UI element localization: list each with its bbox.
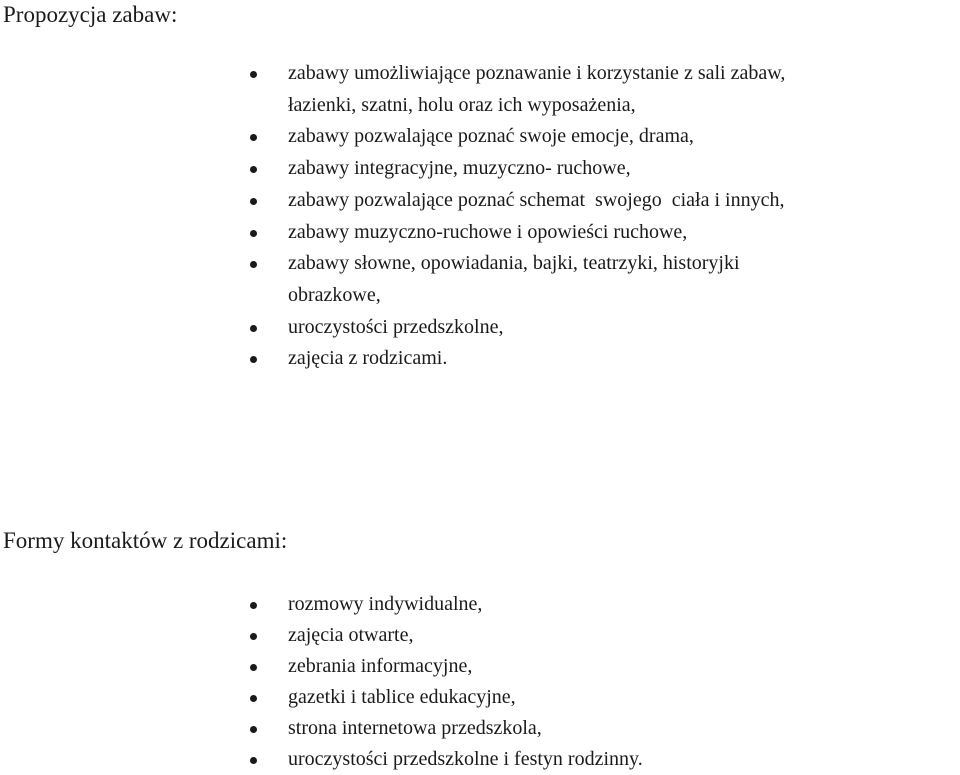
bullet-icon [250, 664, 257, 671]
list-item-text: zabawy muzyczno-ruchowe i opowieści ruchowe, [288, 220, 688, 243]
bullet-icon [250, 134, 257, 141]
list-item-text-continued: obrazkowe, [288, 283, 381, 306]
list-item [0, 343, 960, 375]
section-title-formy-kontaktow: Formy kontaktów z rodzicami: [3, 528, 288, 553]
list-item-text: uroczystości przedszkolne, [288, 315, 504, 338]
list-item-text: zebrania informacyjne, [288, 655, 473, 677]
bullet-icon [250, 356, 257, 363]
list-item [0, 744, 960, 775]
list-item-text: zabawy słowne, opowiadania, bajki, teatrzyki, historyjki [288, 252, 740, 275]
section-title-propozycja-zabaw: Propozycja zabaw: [3, 2, 178, 27]
list-item [0, 312, 960, 344]
list-item [0, 185, 960, 217]
list-item-text: uroczystości przedszkolne i festyn rodzinny. [288, 748, 643, 770]
bullet-icon [250, 726, 257, 733]
bullet-list-propozycja-zabaw [0, 58, 960, 375]
list-item-text-continued: łazienki, szatni, holu oraz ich wyposażenia, [288, 93, 636, 116]
bullet-icon [250, 166, 257, 173]
list-item-text: zabawy umożliwiające poznawanie i korzystanie z sali zabaw, [288, 62, 786, 84]
list-item [0, 682, 960, 713]
list-item [0, 217, 960, 249]
list-item-text: zabawy pozwalające poznać schemat swojego ciała i innych, [288, 188, 785, 211]
list-item [0, 153, 960, 185]
bullet-icon [250, 198, 257, 205]
list-item [0, 248, 960, 311]
bullet-icon [250, 757, 257, 764]
bullet-icon [250, 633, 257, 640]
bullet-icon [250, 695, 257, 702]
bullet-icon [250, 602, 257, 609]
list-item [0, 58, 960, 121]
list-item-text: strona internetowa przedszkola, [288, 717, 542, 739]
list-item [0, 589, 960, 620]
list-item [0, 121, 960, 153]
bullet-icon [250, 71, 257, 78]
bullet-icon [250, 261, 257, 268]
bullet-list-formy-kontaktow [0, 589, 960, 775]
list-item-text: zajęcia z rodzicami. [288, 347, 448, 370]
list-item-text: zajęcia otwarte, [288, 624, 414, 646]
bullet-icon [250, 230, 257, 237]
list-item-text: gazetki i tablice edukacyjne, [288, 686, 516, 708]
list-item-text: zabawy pozwalające poznać swoje emocje, drama, [288, 125, 694, 148]
list-item-text: zabawy integracyjne, muzyczno- ruchowe, [288, 157, 631, 180]
list-item [0, 620, 960, 651]
list-item [0, 713, 960, 744]
bullet-icon [250, 325, 257, 332]
list-item-text: rozmowy indywidualne, [288, 593, 483, 615]
list-item [0, 651, 960, 682]
